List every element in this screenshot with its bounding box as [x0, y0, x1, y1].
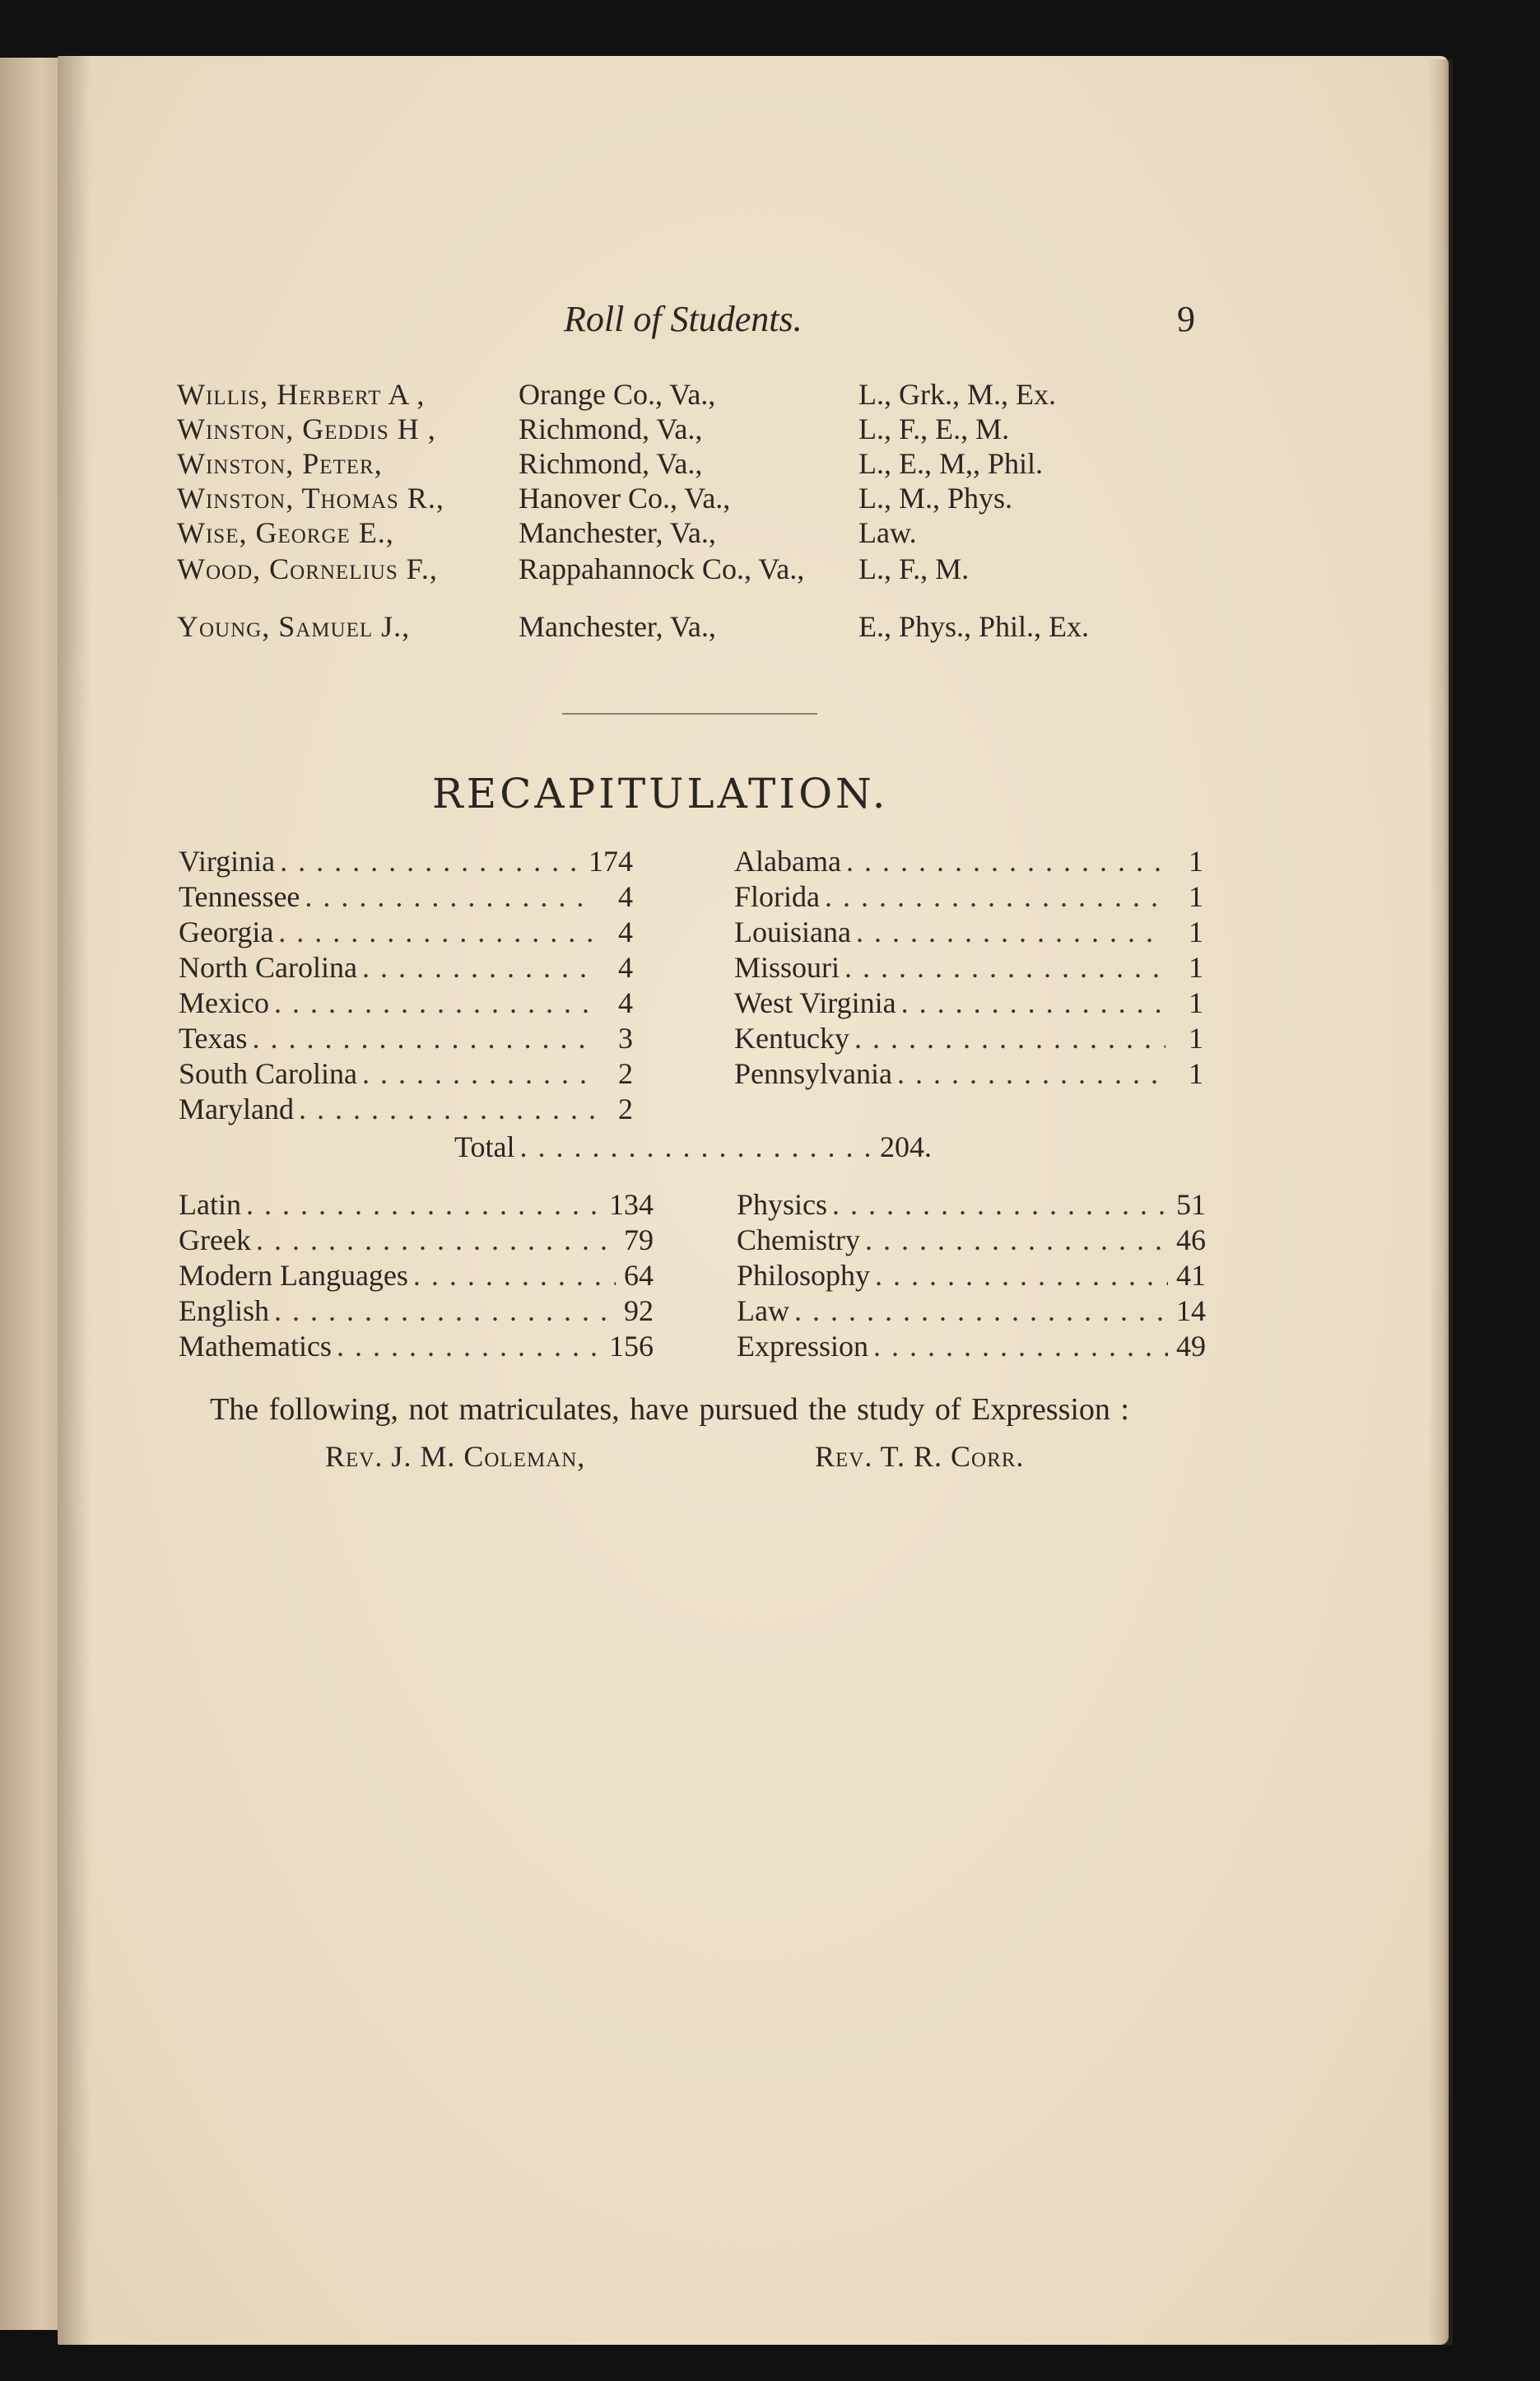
recap-value: 1 [1189, 845, 1203, 878]
leader-dots [299, 1092, 595, 1126]
leader-dots [337, 1329, 604, 1363]
subject-row [179, 1329, 654, 1363]
student-studies: L., M., Phys. [858, 482, 1013, 515]
leader-dots [280, 844, 584, 878]
leader-dots [854, 1021, 1165, 1055]
recap-value: 3 [618, 1022, 633, 1055]
leader-dots [832, 1187, 1168, 1222]
student-name: Wood, Cornelius F., [177, 552, 438, 585]
leader-dots [246, 1187, 604, 1222]
recap-label: Virginia [179, 845, 276, 878]
subject-row [737, 1258, 1206, 1293]
recap-value: 1 [1189, 1057, 1203, 1090]
recap-label: Tennessee [179, 880, 300, 913]
recap-label: Mexico [179, 986, 269, 1019]
student-studies: L., F., E., M. [858, 412, 1010, 445]
student-residence: Richmond, Va., [519, 447, 703, 480]
subject-value: 14 [1176, 1294, 1206, 1327]
recap-value: 1 [1189, 986, 1203, 1019]
subject-label: Mathematics [179, 1330, 332, 1363]
recap-value: 4 [618, 986, 633, 1019]
leader-dots [875, 1258, 1168, 1293]
leader-dots [256, 1223, 616, 1257]
leader-dots [794, 1293, 1168, 1328]
leader-dots [362, 950, 595, 985]
student-name: Winston, Geddis H , [177, 412, 436, 445]
subject-row [737, 1223, 1206, 1257]
leader-dots [844, 950, 1165, 985]
recap-value: 174 [589, 845, 633, 878]
recap-row [179, 1092, 633, 1126]
subject-row [737, 1293, 1206, 1328]
running-title: Roll of Students. [564, 299, 803, 339]
page-number: 9 [1177, 299, 1195, 339]
subject-value: 134 [609, 1188, 654, 1221]
note-name: Rev. J. M. Coleman, [325, 1440, 586, 1473]
student-name: Winston, Peter, [177, 447, 383, 480]
leader-dots [856, 915, 1165, 949]
recap-label: Missouri [734, 951, 840, 984]
leader-dots [901, 985, 1165, 1020]
subject-label: Physics [737, 1188, 828, 1221]
recap-row [734, 915, 1203, 949]
student-residence: Manchester, Va., [519, 516, 716, 549]
subject-row [179, 1258, 654, 1293]
leader-dots [274, 1293, 616, 1328]
recap-label: South Carolina [179, 1057, 357, 1090]
subject-value: 46 [1176, 1223, 1206, 1256]
recap-label: Texas [179, 1022, 248, 1055]
subject-label: English [179, 1294, 270, 1327]
subject-row [179, 1223, 654, 1257]
subject-label: Greek [179, 1223, 251, 1256]
total-label: Total [454, 1130, 515, 1163]
recap-value: 1 [1189, 951, 1203, 984]
subject-value: 64 [624, 1259, 654, 1292]
subject-value: 156 [609, 1330, 654, 1363]
subject-label: Expression [737, 1330, 868, 1363]
subject-row [179, 1187, 654, 1222]
total-row [454, 1130, 932, 1164]
subject-value: 51 [1176, 1188, 1206, 1221]
subject-label: Chemistry [737, 1223, 860, 1256]
subject-label: Latin [179, 1188, 241, 1221]
leader-dots [846, 844, 1165, 878]
student-studies: L., E., M,, Phil. [858, 447, 1044, 480]
subject-value: 92 [624, 1294, 654, 1327]
recap-row [179, 1021, 633, 1055]
student-residence: Manchester, Va., [519, 610, 716, 643]
leader-dots [252, 1021, 595, 1055]
subject-label: Modern Languages [179, 1259, 408, 1292]
student-name: Winston, Thomas R., [177, 482, 444, 515]
recap-row [179, 950, 633, 985]
page-fore-edge [1428, 59, 1453, 2345]
student-studies: Law. [858, 516, 917, 549]
facing-page-edge [0, 58, 58, 2330]
leader-dots [519, 1130, 875, 1164]
student-name: Young, Samuel J., [177, 610, 411, 643]
recap-label: Maryland [179, 1093, 294, 1125]
leader-dots [362, 1056, 595, 1091]
leader-dots [305, 879, 595, 914]
recap-row [179, 879, 633, 914]
leader-dots [865, 1223, 1168, 1257]
recap-row [734, 985, 1203, 1020]
recap-row [179, 1056, 633, 1091]
recap-value: 2 [618, 1093, 633, 1125]
recap-row [734, 950, 1203, 985]
student-studies: L., F., M. [858, 552, 970, 585]
recap-value: 1 [1189, 880, 1203, 913]
recap-row [179, 844, 633, 878]
recap-value: 1 [1189, 916, 1203, 948]
recap-value: 4 [618, 880, 633, 913]
subject-value: 79 [624, 1223, 654, 1256]
subject-value: 41 [1176, 1259, 1206, 1292]
recap-label: West Virginia [734, 986, 896, 1019]
subject-value: 49 [1176, 1330, 1206, 1363]
subject-label: Law [737, 1294, 789, 1327]
student-residence: Richmond, Va., [519, 412, 703, 445]
student-residence: Hanover Co., Va., [519, 482, 731, 515]
recap-label: Kentucky [734, 1022, 849, 1055]
recap-row [179, 915, 633, 949]
leader-dots [413, 1258, 616, 1293]
student-studies: L., Grk., M., Ex. [858, 378, 1056, 411]
recap-label: Alabama [734, 845, 841, 878]
student-studies: E., Phys., Phil., Ex. [858, 610, 1090, 643]
recap-value: 4 [618, 916, 633, 948]
recap-row [734, 1021, 1203, 1055]
recap-row [734, 879, 1203, 914]
total-value: 204. [880, 1130, 932, 1163]
student-residence: Orange Co., Va., [519, 378, 716, 411]
leader-dots [278, 915, 595, 949]
recap-value: 4 [618, 951, 633, 984]
leader-dots [897, 1056, 1165, 1091]
recap-row [734, 1056, 1203, 1091]
recapitulation-title: RECAPITULATION. [432, 770, 889, 818]
note-name: Rev. T. R. Corr. [815, 1440, 1025, 1473]
recap-row [734, 844, 1203, 878]
subject-row [179, 1293, 654, 1328]
leader-dots [825, 879, 1165, 914]
expression-note: The following, not matriculates, have pursued the study of Expression : [210, 1392, 1129, 1427]
recap-label: Georgia [179, 916, 274, 948]
recap-label: Florida [734, 880, 820, 913]
leader-dots [873, 1329, 1168, 1363]
subject-row [737, 1187, 1206, 1222]
recap-label: Louisiana [734, 916, 851, 948]
leader-dots [274, 985, 595, 1020]
student-name: Willis, Herbert A , [177, 378, 426, 411]
student-name: Wise, George E., [177, 516, 394, 549]
student-residence: Rappahannock Co., Va., [519, 552, 805, 585]
page-gutter-shadow [58, 56, 91, 2345]
recap-value: 1 [1189, 1022, 1203, 1055]
subject-label: Philosophy [737, 1259, 871, 1292]
recap-value: 2 [618, 1057, 633, 1090]
section-divider [562, 713, 817, 715]
recap-label: North Carolina [179, 951, 357, 984]
recap-label: Pennsylvania [734, 1057, 892, 1090]
recap-row [179, 985, 633, 1020]
subject-row [737, 1329, 1206, 1363]
